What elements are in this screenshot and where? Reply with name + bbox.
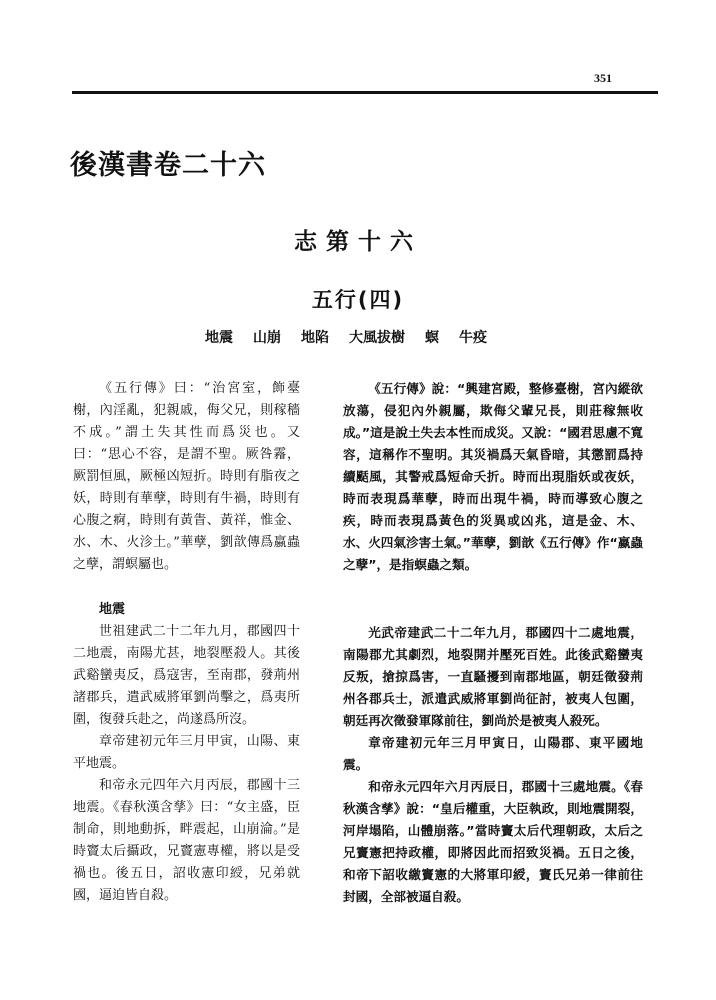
subtopic-item: 山崩	[253, 330, 281, 346]
page-number: 351	[594, 71, 612, 85]
entry-paragraph: 世祖建武二十二年九月，郡國四十二地震，南陽尤甚，地裂壓殺人。其後武谿蠻夷反，爲寇害，至南郡，發荊州諸郡兵，遣武威將軍劉尚擊之，爲夷所圍，復發兵赴之，尚遂爲所沒。	[73, 624, 300, 727]
book-title: 後漢書卷二十六	[70, 150, 266, 181]
subtopic-item: 地震	[205, 330, 233, 346]
entry-paragraph: 章帝建初元年三月甲寅，山陽、東平地震。	[73, 734, 300, 771]
treatise-title: 志第十六	[294, 228, 422, 255]
subtopic-item: 牛疫	[459, 330, 487, 346]
subtopic-list	[205, 327, 487, 347]
intro-paragraph: 《五行傳》說：“興建宮殿，整修臺榭，宮內縱欲放蕩，侵犯內外親屬，欺侮父輩兄長，則莊稼無收成。”這是說土失去本性而成災。又說：“國君思慮不寬容，這稱作不聖明。其災禍爲天氣昏暗，其懲罰爲持續颳風，其警戒爲短命夭折。時而出現脂妖或夜妖，時而表現爲華孽，時而出現牛禍，時而導致心腹之疾，時而表現爲黃色的災異或凶兆，這是金、木、水、火四氣沴害土氣。”華孽，劉歆《五行傳》作“蠃蟲之孽”，是指螟蟲之類。	[343, 381, 643, 572]
section-heading: 地震	[99, 602, 126, 617]
subtopic-item: 螟	[425, 330, 439, 346]
translation-column	[343, 378, 643, 908]
entry-paragraph: 和帝永元四年六月丙辰，郡國十三地震。《春秋漢含孳》曰：“女主盛，臣制命，則地動拆，畔震起，山崩淪。”是時竇太后攝政，兄竇憲專權，將以是受禍也。後五日，詔收憲印綬，兄弟就國，逼迫皆自殺。	[73, 778, 300, 903]
section-title: 五行(四)	[311, 288, 405, 312]
entry-paragraph: 和帝永元四年六月丙辰日，郡國十三處地震。《春秋漢含孳》說：“皇后權重，大臣執政，則地震開裂，河岸塌陷，山體崩落。”當時竇太后代理朝政，太后之兄竇憲把持政權，即將因此而招致災禍。五日之後，和帝下詔收繳竇憲的大將軍印綬，竇氏兄弟一律前往封國，全部被逼自殺。	[343, 779, 643, 904]
header-rule	[72, 91, 658, 94]
spacer	[343, 576, 643, 599]
spacer	[343, 599, 643, 622]
subtopic-item: 大風拔樹	[349, 330, 405, 346]
entry-paragraph: 光武帝建武二十二年九月，郡國四十二處地震，南陽郡尤其劇烈，地裂開并壓死百姓。此後武谿蠻夷反叛，搶掠爲害，一直騷擾到南郡地區，朝廷徵發荊州各郡兵士，派遣武威將軍劉尚征討，被夷人包圍，朝廷再次徵發軍隊前往，劉尚於是被夷人殺死。	[343, 625, 643, 728]
entry-paragraph: 章帝建初元年三月甲寅日，山陽郡、東平國地震。	[343, 735, 643, 772]
subtopic-item: 地陷	[301, 330, 329, 346]
intro-paragraph: 《五行傳》曰：“治宮室，飾臺榭，內淫亂，犯親戚，侮父兄，則稼穡不成。”謂土失其性而爲災也。又曰：“思心不容，是謂不聖。厥咎霿，厥罰恒風，厥極凶短折。時則有脂夜之妖，時則有華孽，時則有牛禍，時則有心腹之痾，時則有黃眚、黃祥，惟金、水、木、火沴土。”華孽，劉歆傳爲蠃蟲之孽，謂螟屬也。	[73, 381, 300, 572]
classical-text-column	[73, 378, 300, 907]
